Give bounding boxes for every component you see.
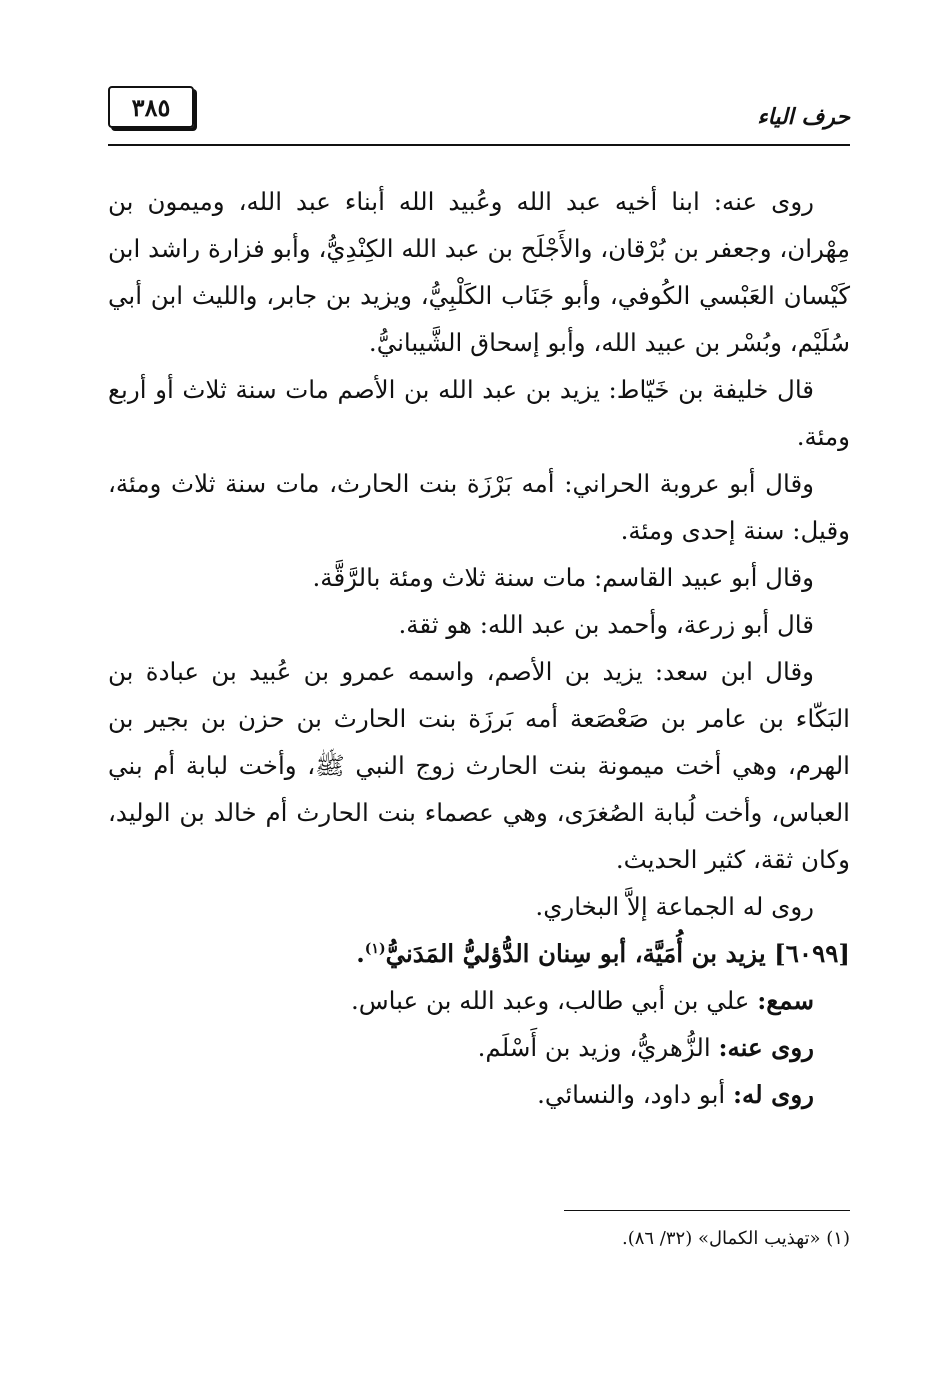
entry-line [108, 1071, 850, 1118]
entry-heading-end: . [356, 939, 365, 968]
entry-line-lead: سمع: [757, 986, 814, 1015]
entry-line-text: أبو داود، والنسائي. [537, 1080, 733, 1109]
entry-heading [108, 930, 850, 977]
entry-line-lead: روى له: [732, 1080, 814, 1109]
entry-line-lead: روى عنه: [718, 1033, 814, 1062]
paragraph: روى له الجماعة إلاَّ البخاري. [535, 892, 814, 921]
page-number: ٣٨٥ [108, 86, 194, 128]
paragraph: وقال ابن سعد: يزيد بن الأصم، واسمه عمرو بن عُبيد بن عبادة بن البَكّاء بن عامر بن صَعْصَعة أمه بَرزَة بنت الحارث بن حزن بن بجير بن الهرم، وهي أخت ميمونة بنت الحارث زوج النبي ﷺ، وأخت لبابة أم بني العباس، وأخت لُبابة الصُغرَى، وهي عصماء بنت الحارث أم خالد بن الوليد، وكان ثقة، كثير الحديث. [108, 657, 850, 874]
entry-line [108, 1024, 850, 1071]
entry-line-text: الزُّهريُّ، وزيد بن أَسْلَم. [477, 1033, 719, 1062]
footnote: (١) «تهذيب الكمال» (٣٢/ ٨٦). [621, 1228, 850, 1249]
entry-line [108, 977, 850, 1024]
page-header [108, 86, 850, 150]
entry-line-text: علي بن أبي طالب، وعبد الله بن عباس. [350, 986, 758, 1015]
paragraph: قال خليفة بن خَيّاط: يزيد بن عبد الله بن الأصم مات سنة ثلاث أو أربع ومئة. [108, 375, 850, 451]
footnote-marker: (١) [364, 940, 386, 957]
body-text [108, 178, 850, 1118]
footnote-rule [564, 1210, 850, 1211]
header-rule [108, 144, 850, 146]
paragraph: روى عنه: ابنا أخيه عبد الله وعُبيد الله أبناء عبد الله، وميمون بن مِهْران، وجعفر بن بُرْقان، والأَجْلَح بن عبد الله الكِنْدِيُّ، وأبو فزارة راشد ابن كَيْسان العَبْسي الكُوفي، وأبو جَنَاب الكَلْبِيُّ، ويزيد بن جابر، والليث ابن أبي سُلَيْم، وبُسْر بن عبيد الله، وأبو إسحاق الشَّيبانيُّ. [108, 187, 850, 357]
paragraph: وقال أبو عبيد القاسم: مات سنة ثلاث ومئة بالرَّقَّة. [312, 563, 814, 592]
paragraph: وقال أبو عروبة الحراني: أمه بَرْزَة بنت الحارث، مات سنة ثلاث ومئة، وقيل: سنة إحدى ومئة. [108, 469, 850, 545]
paragraph: قال أبو زرعة، وأحمد بن عبد الله: هو ثقة. [398, 610, 814, 639]
running-head: حرف الياء [757, 104, 850, 130]
entry-heading-text: [٦٠٩٩] يزيد بن أُمَيَّة، أبو سِنان الدُّؤليُّ المَدَنيُّ [385, 939, 850, 968]
